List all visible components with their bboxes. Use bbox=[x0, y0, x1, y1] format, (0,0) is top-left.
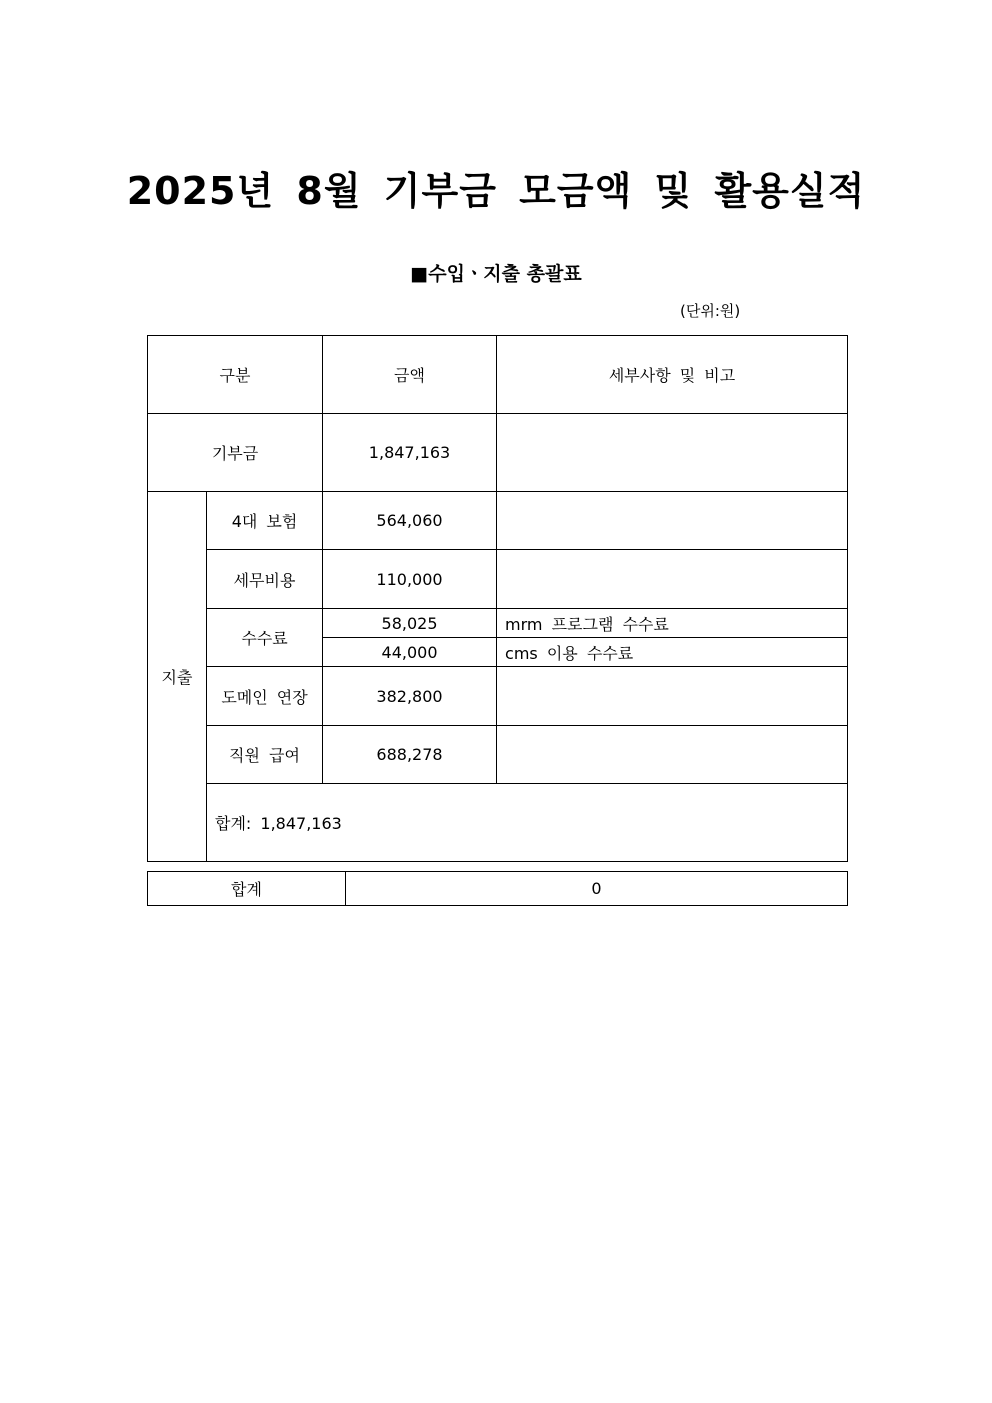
header-details: 세부사항 및 비고 bbox=[497, 336, 848, 414]
summary-table bbox=[147, 335, 848, 862]
grand-total-value: 0 bbox=[346, 872, 848, 906]
expense-subtotal: 합계: 1,847,163 bbox=[207, 784, 848, 862]
expense-item-label: 세무비용 bbox=[207, 550, 323, 609]
expense-subitem-note: cms 이용 수수료 bbox=[497, 638, 848, 667]
expense-item-amount: 382,800 bbox=[323, 667, 497, 726]
header-amount: 금액 bbox=[323, 336, 497, 414]
income-label: 기부금 bbox=[148, 414, 323, 492]
expense-item-amount: 688,278 bbox=[323, 726, 497, 784]
expense-item-amount: 110,000 bbox=[323, 550, 497, 609]
table-row bbox=[148, 609, 848, 638]
grand-total-label: 합계 bbox=[148, 872, 346, 906]
header-category: 구분 bbox=[148, 336, 323, 414]
expense-subtotal-row bbox=[148, 784, 848, 862]
income-amount: 1,847,163 bbox=[323, 414, 497, 492]
expense-item-amount: 564,060 bbox=[323, 492, 497, 550]
expense-item-note bbox=[497, 667, 848, 726]
expense-item-label: 도메인 연장 bbox=[207, 667, 323, 726]
expense-item-label: 4대 보험 bbox=[207, 492, 323, 550]
table-row bbox=[148, 550, 848, 609]
expense-subitem-amount: 58,025 bbox=[323, 609, 497, 638]
expense-group-label: 지출 bbox=[148, 492, 207, 862]
table-row bbox=[148, 667, 848, 726]
expense-item-label: 직원 급여 bbox=[207, 726, 323, 784]
expense-item-note bbox=[497, 550, 848, 609]
income-note bbox=[497, 414, 848, 492]
expense-subitem-note: mrm 프로그램 수수료 bbox=[497, 609, 848, 638]
income-row bbox=[148, 414, 848, 492]
header-row bbox=[148, 336, 848, 414]
table-row bbox=[148, 492, 848, 550]
expense-subitem-amount: 44,000 bbox=[323, 638, 497, 667]
expense-item-label: 수수료 bbox=[207, 609, 323, 667]
expense-item-note bbox=[497, 492, 848, 550]
document-subtitle: ■수입ㆍ지출 총괄표 bbox=[410, 263, 582, 285]
grand-total-table bbox=[147, 871, 848, 906]
table-row bbox=[148, 726, 848, 784]
document-title: 2025년 8월 기부금 모금액 및 활용실적 bbox=[126, 169, 866, 213]
grand-total-row bbox=[148, 872, 848, 906]
expense-item-note bbox=[497, 726, 848, 784]
unit-label: (단위:원) bbox=[680, 302, 741, 320]
